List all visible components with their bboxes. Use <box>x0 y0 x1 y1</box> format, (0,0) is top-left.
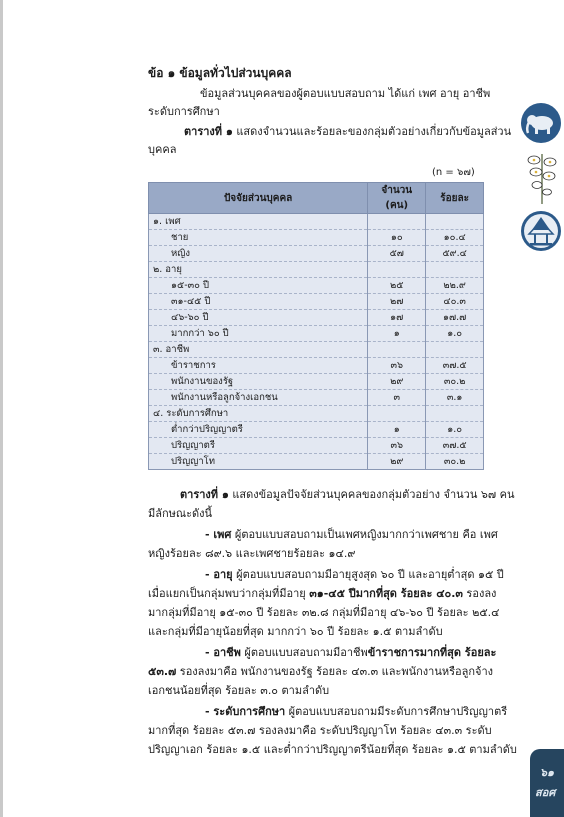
row-percent: ๓.๑ <box>426 390 484 406</box>
education-paragraph-line-3: ปริญญาเอก ร้อยละ ๑.๕ และต่ำกว่าปริญญาตรีน้อยที่สุด ร้อยละ ๑.๕ ตามลำดับ <box>148 743 517 756</box>
row-count <box>368 406 426 422</box>
row-count: ๕๗ <box>368 246 426 262</box>
table-category-row <box>149 262 484 278</box>
row-percent <box>426 406 484 422</box>
table-row <box>149 422 484 438</box>
elephant-icon <box>520 102 562 148</box>
sex-paragraph <box>205 528 498 542</box>
occupation-paragraph-line-3: เอกชนน้อยที่สุด ร้อยละ ๓.๐ ตามลำดับ <box>148 684 330 697</box>
row-percent: ๓๗.๕ <box>426 358 484 374</box>
sex-paragraph-line-2: หญิงร้อยละ ๘๙.๖ และเพศชายร้อยละ ๑๔.๙ <box>148 547 356 560</box>
row-count: ๓๖ <box>368 358 426 374</box>
header-percent: ร้อยละ <box>426 183 484 214</box>
row-label: ข้าราชการ <box>149 358 368 374</box>
row-label: ปริญญาโท <box>149 454 368 470</box>
row-label: ๔. ระดับการศึกษา <box>149 406 368 422</box>
row-label: ๒. อายุ <box>149 262 368 278</box>
row-count: ๒๙ <box>368 374 426 390</box>
row-label: หญิง <box>149 246 368 262</box>
table-row <box>149 246 484 262</box>
table-header-row <box>149 183 484 214</box>
row-percent: ๑.๐ <box>426 422 484 438</box>
row-label: ๑๕-๓๐ ปี <box>149 278 368 294</box>
sex-label: - เพศ <box>205 528 232 541</box>
row-percent <box>426 342 484 358</box>
age-paragraph-line-4: และกลุ่มที่มีอายุน้อยที่สุด มากกว่า ๖๐ ปี ร้อยละ ๑.๕ ตามลำดับ <box>148 625 443 638</box>
row-label: พนักงานหรือลูกจ้างเอกชน <box>149 390 368 406</box>
row-count: ๑๗ <box>368 310 426 326</box>
row-label: ๓๑-๔๕ ปี <box>149 294 368 310</box>
orchid-flower-icon <box>522 150 562 212</box>
row-label: พนักงานของรัฐ <box>149 374 368 390</box>
occupation-paragraph <box>205 646 496 660</box>
personal-factors-table <box>148 182 484 470</box>
row-percent: ๓๐.๒ <box>426 374 484 390</box>
row-percent: ๔๐.๓ <box>426 294 484 310</box>
education-text: ผู้ตอบแบบสอบถามมีระดับการศึกษาปริญญาตรี <box>285 705 508 718</box>
row-percent: ๓๗.๕ <box>426 438 484 454</box>
table-caption-text: แสดงจำนวนและร้อยละของกลุ่มตัวอย่างเกี่ยวกับข้อมูลส่วน <box>232 125 512 138</box>
age-label: - อายุ <box>205 568 233 581</box>
age-highlight: ๓๑-๔๕ ปีมากที่สุด ร้อยละ ๔๐.๓ <box>309 587 463 600</box>
age-line2-tail: รองลง <box>462 587 497 600</box>
occupation-text: ผู้ตอบแบบสอบถามมีอาชีพ <box>240 646 368 659</box>
page-number: ๖๑ <box>540 766 554 779</box>
table-row <box>149 454 484 470</box>
page-number-tab <box>530 749 564 817</box>
row-label: ๔๖-๖๐ ปี <box>149 310 368 326</box>
table-row <box>149 294 484 310</box>
intro-line-2: ระดับการศึกษา <box>148 105 220 118</box>
occupation-highlight-value: ๕๓.๗ <box>148 665 177 678</box>
row-label: มากกว่า ๖๐ ปี <box>149 326 368 342</box>
row-label: ปริญญาตรี <box>149 438 368 454</box>
sex-text: ผู้ตอบแบบสอบถามเป็นเพศหญิงมากกว่าเพศชาย คือ เพศ <box>231 528 498 541</box>
table-row <box>149 390 484 406</box>
row-label: ๓. อาชีพ <box>149 342 368 358</box>
header-factor: ปัจจัยส่วนบุคคล <box>149 183 368 214</box>
table-category-row <box>149 342 484 358</box>
occupation-paragraph-line-2 <box>148 665 493 679</box>
header-count: จำนวน (คน) <box>368 183 426 214</box>
table-row <box>149 326 484 342</box>
row-count: ๒๙ <box>368 454 426 470</box>
education-paragraph <box>205 705 507 719</box>
age-text: ผู้ตอบแบบสอบถามมีอายุสูงสุด ๖๐ ปี และอายุต่ำสุด ๑๕ ปี <box>232 568 504 581</box>
table-caption-line-2: บุคคล <box>148 143 177 156</box>
sample-size-note: (n = ๖๗) <box>432 167 475 178</box>
table-row <box>149 310 484 326</box>
table-caption <box>184 125 511 139</box>
occupation-highlight: ข้าราชการมากที่สุด ร้อยละ <box>367 646 497 659</box>
table-row <box>149 230 484 246</box>
table-row <box>149 278 484 294</box>
row-count: ๑ <box>368 326 426 342</box>
row-label: ชาย <box>149 230 368 246</box>
row-percent: ๕๙.๔ <box>426 246 484 262</box>
section-heading: ข้อ ๑ ข้อมูลทั่วไปส่วนบุคคล <box>148 66 292 80</box>
row-count: ๓ <box>368 390 426 406</box>
row-percent <box>426 262 484 278</box>
summary-intro-text: แสดงข้อมูลปัจจัยส่วนบุคคลของกลุ่มตัวอย่าง จำนวน ๖๗ คน <box>228 488 515 501</box>
page-edge-shadow <box>0 0 3 817</box>
row-count <box>368 262 426 278</box>
age-paragraph-line-3: มากลุ่มที่มีอายุ ๑๕-๓๐ ปี ร้อยละ ๓๒.๘ กลุ่มที่มีอายุ ๔๖-๖๐ ปี ร้อยละ ๒๕.๔ <box>148 606 500 619</box>
intro-line-1: ข้อมูลส่วนบุคคลของผู้ตอบแบบสอบถาม ได้แก่ เพศ อายุ อาชีพ <box>200 87 491 100</box>
row-percent: ๑๐.๔ <box>426 230 484 246</box>
age-paragraph <box>205 568 504 582</box>
row-percent: ๓๐.๒ <box>426 454 484 470</box>
row-count: ๑๐ <box>368 230 426 246</box>
row-label: ๑. เพศ <box>149 214 368 230</box>
table-row <box>149 358 484 374</box>
row-count <box>368 214 426 230</box>
table-caption-label: ตารางที่ ๑ <box>184 125 233 138</box>
table-category-row <box>149 406 484 422</box>
row-count: ๒๕ <box>368 278 426 294</box>
row-percent <box>426 214 484 230</box>
table-row <box>149 438 484 454</box>
row-percent: ๒๒.๙ <box>426 278 484 294</box>
education-paragraph-line-2: มากที่สุด ร้อยละ ๕๓.๗ รองลงมาคือ ระดับปริญญาโท ร้อยละ ๔๓.๓ ระดับ <box>148 724 492 737</box>
table-row <box>149 374 484 390</box>
education-label: - ระดับการศึกษา <box>205 705 286 718</box>
row-label: ต่ำกว่าปริญญาตรี <box>149 422 368 438</box>
age-line2-text: เมื่อแยกเป็นกลุ่มพบว่ากลุ่มที่มีอายุ <box>148 587 310 600</box>
row-count: ๒๗ <box>368 294 426 310</box>
thai-pavilion-icon <box>520 210 562 256</box>
table-category-row <box>149 214 484 230</box>
page-tab-abbr: สอศ <box>535 786 556 799</box>
summary-intro <box>180 488 514 502</box>
occupation-label: - อาชีพ <box>205 646 241 659</box>
row-count <box>368 342 426 358</box>
age-paragraph-line-2 <box>148 587 496 601</box>
summary-intro-line-2: มีลักษณะดังนี้ <box>148 507 213 520</box>
summary-table-ref: ตารางที่ ๑ <box>180 488 229 501</box>
row-count: ๑ <box>368 422 426 438</box>
row-percent: ๑๗.๗ <box>426 310 484 326</box>
row-percent: ๑.๐ <box>426 326 484 342</box>
occupation-line2-text: รองลงมาคือ พนักงานของรัฐ ร้อยละ ๔๓.๓ และพนักงานหรือลูกจ้าง <box>176 665 494 678</box>
row-count: ๓๖ <box>368 438 426 454</box>
